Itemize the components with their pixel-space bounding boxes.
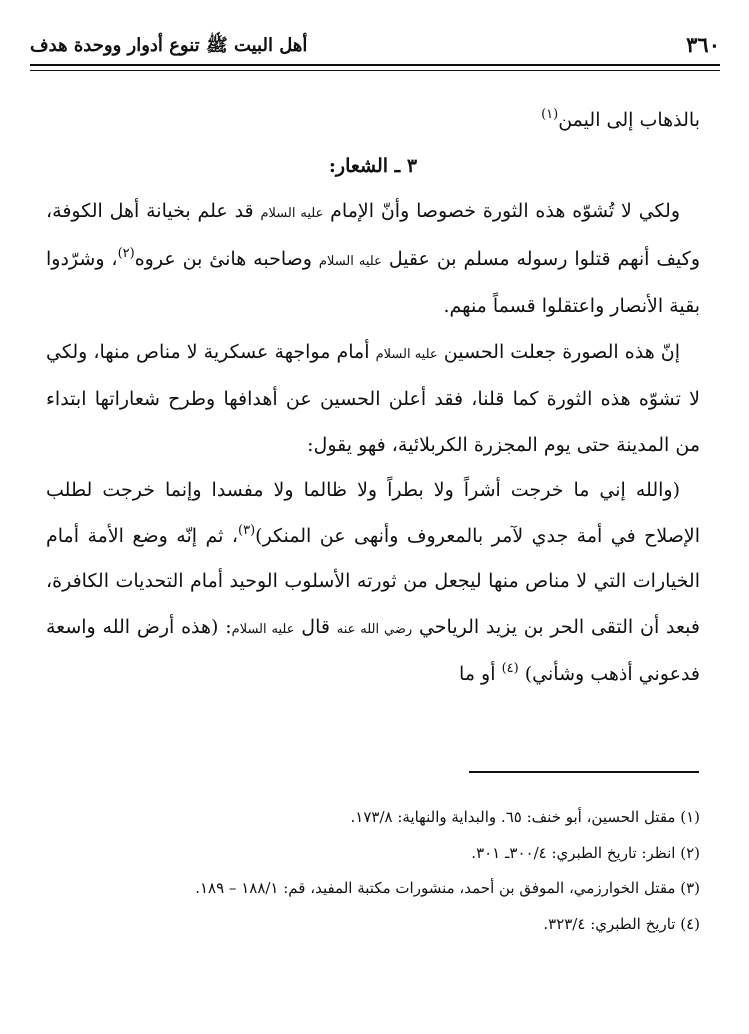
paragraph-2: إنّ هذه الصورة جعلت الحسين عليه السلام أمام مواجهة عسكرية لا مناص منها، ولكي لا تشوّه هذه الثورة كما قلنا، فقد أعلن الحسين عن أهدافها وطرح شعاراتها ابتداء من المدينة حتى يوم المجزرة الكربلائية، فهو يقول: [46,340,700,456]
footnote-ref-1: (١) [541,107,559,122]
page-number: ٣٦٠ [686,32,720,57]
section-heading: ٣ ـ الشعار: [328,154,418,177]
footnotes [46,800,700,942]
body-text [46,98,700,698]
footnote-3: (٣) مقتل الخوارزمي، الموفق بن أحمد، منشورات مكتبة المفيد، قم: ١٨٨/١ – ١٨٩. [195,879,700,897]
paragraph-1: ولكي لا تُشوّه هذه الثورة خصوصا وأنّ الإمام عليه السلام قد علم بخيانة أهل الكوفة، وكيف أنهم قتلوا رسوله مسلم بن عقيل عليه السلام وصاحبه هانئ بن عروه$^{(٢)}$، وشرّدوا بقية الأنصار واعتقلوا قسماً منهم. [46,200,701,317]
footnote-ref-2: (٢) [117,245,135,261]
paragraph-3: (والله إني ما خرجت أشراً ولا بطراً ولا ظالما ولا مفسدا وإنما خرجت لطلب الإصلاح في أمة جدي لآمر بالمعروف وأنهى عن المنكر)$^{(٣)}$، ثم إنّه وضع الأمة أمام الخيارات التي لا مناص منها ليجعل من ثورته الأسلوب الوحيد أمام التحديات الكافرة، فبعد أن التقى الحر بن يزيد الرياحي رضي الله عنه قال عليه السلام: (هذه أرض الله واسعة فدعوني أذهب وشأني) $^{(٤)}$ أو ما [46,479,700,685]
footnote-4: (٤) تاريخ الطبري: ٣٢٣/٤. [543,914,700,933]
honorific-mark: عليه السلام [231,621,295,637]
continuation-line: بالذهاب إلى اليمن$^{(١)}$ [541,107,700,131]
honorific-mark: عليه السلام [375,346,438,362]
footnote-ref-4: (٤) [501,661,519,676]
honorific-mark: عليه السلام [260,206,324,221]
header-rule-thick [30,64,720,66]
honorific-mark: عليه السلام [318,253,382,269]
running-title: أهل البيت ﷺ تنوع أدوار ووحدة هدف [30,35,308,56]
footnote-separator [469,771,699,773]
honorific-mark: رضي الله عنه [336,621,413,637]
footnote-ref-3: (٣) [238,522,256,538]
footnote-1: (١) مقتل الحسين، أبو خنف: ٦٥. والبداية والنهاية: ١٧٣/٨. [350,808,700,826]
page-header [30,30,720,60]
header-rule-thin [30,70,720,71]
footnote-2: (٢) انظر: تاريخ الطبري: ٣٠٠/٤ـ ٣٠١. [471,843,700,862]
